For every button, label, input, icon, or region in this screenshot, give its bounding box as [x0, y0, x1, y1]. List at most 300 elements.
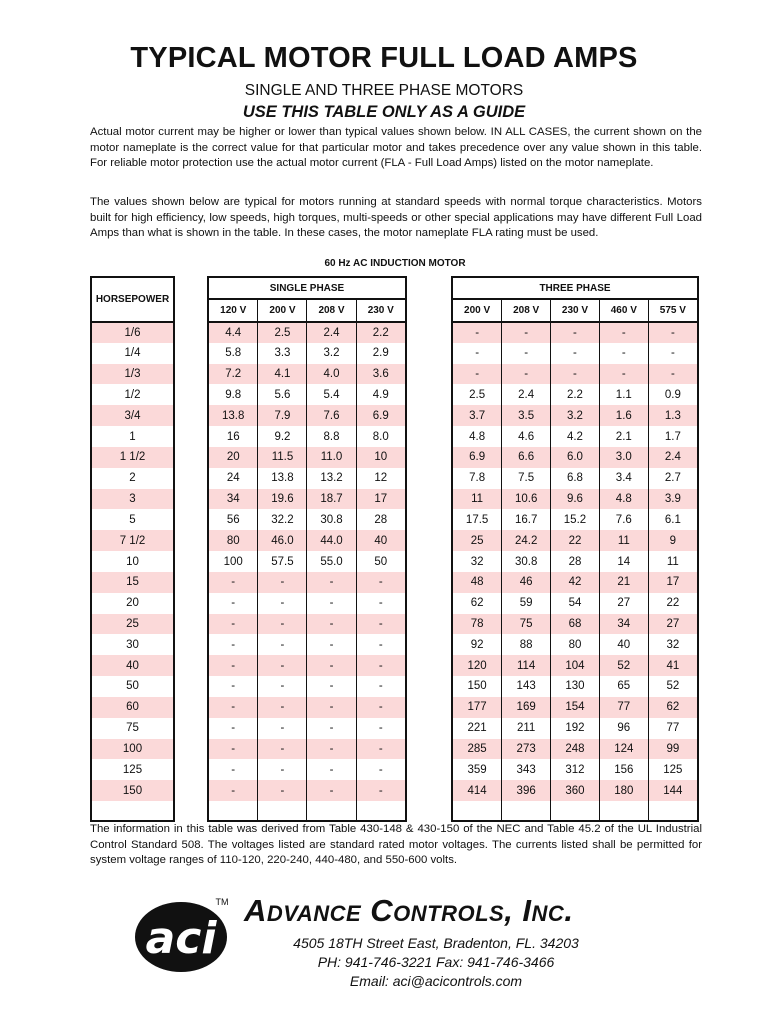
single-phase-cell: - [258, 697, 307, 718]
three-phase-cell: 27 [599, 593, 648, 614]
table-row [452, 364, 698, 385]
single-phase-cell: - [258, 780, 307, 801]
table-row [91, 572, 174, 593]
table-row [208, 655, 406, 676]
single-phase-header: SINGLE PHASE [208, 277, 406, 299]
three-phase-cell: 221 [452, 718, 502, 739]
horsepower-cell: 5 [91, 509, 174, 530]
three-phase-cell: 7.6 [599, 509, 648, 530]
three-phase-cell: 52 [648, 676, 698, 697]
single-phase-cell: - [258, 655, 307, 676]
three-phase-cell: 92 [452, 634, 502, 655]
single-phase-cell: - [258, 676, 307, 697]
blank-cell [599, 801, 648, 821]
single-phase-cell: 2.2 [356, 322, 406, 343]
three-phase-cell: 32 [452, 551, 502, 572]
single-phase-cell: - [307, 759, 356, 780]
horsepower-cell: 125 [91, 759, 174, 780]
table-row [91, 697, 174, 718]
three-phase-cell: 32 [648, 634, 698, 655]
single-phase-cell: 10 [356, 447, 406, 468]
table-row [91, 364, 174, 385]
single-phase-cell: 9.2 [258, 426, 307, 447]
single-phase-cell: - [356, 718, 406, 739]
table-row [452, 447, 698, 468]
single-phase-cell: - [258, 614, 307, 635]
table-row [91, 676, 174, 697]
table-row [91, 634, 174, 655]
single-phase-cell: - [307, 718, 356, 739]
table-row [91, 530, 174, 551]
table-row [91, 593, 174, 614]
three-phase-cell: 28 [551, 551, 600, 572]
three-phase-cell: 11 [599, 530, 648, 551]
table-row [208, 739, 406, 760]
table-row [452, 676, 698, 697]
three-phase-cell: 1.3 [648, 405, 698, 426]
table-row [208, 530, 406, 551]
three-phase-cell: 25 [452, 530, 502, 551]
single-phase-cell: 7.2 [208, 364, 258, 385]
single-phase-cell: 17 [356, 489, 406, 510]
three-phase-cell: 6.9 [452, 447, 502, 468]
three-phase-cell: - [551, 322, 600, 343]
three-phase-cell: 99 [648, 739, 698, 760]
single-phase-cell: 7.6 [307, 405, 356, 426]
table-row [208, 447, 406, 468]
three-phase-cell: 54 [551, 593, 600, 614]
blank-cell [307, 801, 356, 821]
three-phase-header: THREE PHASE [452, 277, 698, 299]
blank-cell [502, 801, 551, 821]
three-phase-cell: 125 [648, 759, 698, 780]
three-phase-cell: 24.2 [502, 530, 551, 551]
single-phase-cell: 100 [208, 551, 258, 572]
three-phase-cell: 6.6 [502, 447, 551, 468]
three-phase-cell: 0.9 [648, 384, 698, 405]
table-row [208, 614, 406, 635]
single-phase-cell: 3.2 [307, 343, 356, 364]
three-phase-cell: 312 [551, 759, 600, 780]
blank-cell [208, 801, 258, 821]
source-footnote: The information in this table was derived from Table 430-148 & 430-150 of the NEC and Table 45.2 of the UL Industrial Control Standard 508. The voltages listed are standard rated motor voltages. The currents listed shall be permitted for system voltage ranges of 110-120, 220-240, 440-480, and 550-600 volts. [90, 823, 702, 867]
blank-cell [91, 801, 174, 821]
table-row [208, 697, 406, 718]
single-phase-cell: - [258, 718, 307, 739]
table-row [452, 614, 698, 635]
three-phase-cell: 40 [599, 634, 648, 655]
single-phase-cell: 34 [208, 489, 258, 510]
three-phase-cell: 3.0 [599, 447, 648, 468]
three-phase-cell: 22 [648, 593, 698, 614]
horsepower-cell: 1/6 [91, 322, 174, 343]
three-phase-cell: 42 [551, 572, 600, 593]
single-phase-voltage-header: 208 V [307, 299, 356, 322]
table-row [452, 697, 698, 718]
three-phase-cell: 65 [599, 676, 648, 697]
table-row [452, 343, 698, 364]
single-phase-cell: 80 [208, 530, 258, 551]
table-row [208, 593, 406, 614]
single-phase-cell: 16 [208, 426, 258, 447]
single-phase-voltage-header: 230 V [356, 299, 406, 322]
table-row [208, 322, 406, 343]
three-phase-cell: 7.8 [452, 468, 502, 489]
single-phase-cell: 13.8 [208, 405, 258, 426]
single-phase-cell: 56 [208, 509, 258, 530]
three-phase-cell: 3.9 [648, 489, 698, 510]
company-name: Advance Controls, Inc. [244, 893, 574, 928]
three-phase-cell: 80 [551, 634, 600, 655]
three-phase-cell: 78 [452, 614, 502, 635]
three-phase-cell: 27 [648, 614, 698, 635]
single-phase-cell: 55.0 [307, 551, 356, 572]
three-phase-cell: 3.5 [502, 405, 551, 426]
table-row [452, 634, 698, 655]
single-phase-cell: - [307, 634, 356, 655]
page-title: TYPICAL MOTOR FULL LOAD AMPS [130, 42, 638, 74]
single-phase-cell: - [208, 739, 258, 760]
three-phase-voltage-header: 200 V [452, 299, 502, 322]
table-row [208, 572, 406, 593]
three-phase-cell: 30.8 [502, 551, 551, 572]
three-phase-cell: 3.4 [599, 468, 648, 489]
table-row [452, 509, 698, 530]
table-row [91, 322, 174, 343]
three-phase-cell: 88 [502, 634, 551, 655]
single-phase-cell: - [356, 572, 406, 593]
blank-cell [258, 801, 307, 821]
table-row [208, 676, 406, 697]
single-phase-cell: - [208, 593, 258, 614]
table-row [452, 322, 698, 343]
single-phase-cell: 4.0 [307, 364, 356, 385]
single-phase-cell: - [356, 697, 406, 718]
three-phase-cell: 9 [648, 530, 698, 551]
horsepower-cell: 1/2 [91, 384, 174, 405]
three-phase-cell: - [452, 322, 502, 343]
svg-text:aci: aci [145, 913, 217, 964]
single-phase-cell: - [208, 676, 258, 697]
three-phase-cell: 59 [502, 593, 551, 614]
single-phase-cell: 13.8 [258, 468, 307, 489]
single-phase-cell: 44.0 [307, 530, 356, 551]
table-row [208, 426, 406, 447]
horsepower-cell: 1 1/2 [91, 447, 174, 468]
single-phase-cell: 20 [208, 447, 258, 468]
single-phase-cell: - [356, 634, 406, 655]
single-phase-cell: - [356, 780, 406, 801]
three-phase-cell: 11 [452, 489, 502, 510]
three-phase-voltage-header: 460 V [599, 299, 648, 322]
three-phase-cell: 10.6 [502, 489, 551, 510]
single-phase-cell: 5.8 [208, 343, 258, 364]
three-phase-cell: 22 [551, 530, 600, 551]
table-row [452, 718, 698, 739]
table-row [452, 551, 698, 572]
table-row [208, 364, 406, 385]
table-row [91, 489, 174, 510]
three-phase-cell: - [551, 343, 600, 364]
horsepower-cell: 40 [91, 655, 174, 676]
three-phase-cell: 9.6 [551, 489, 600, 510]
single-phase-cell: 50 [356, 551, 406, 572]
three-phase-cell: 1.1 [599, 384, 648, 405]
three-phase-cell: 15.2 [551, 509, 600, 530]
single-phase-cell: - [356, 614, 406, 635]
three-phase-cell: 130 [551, 676, 600, 697]
three-phase-cell: 177 [452, 697, 502, 718]
blank-cell [356, 801, 406, 821]
single-phase-table [207, 276, 407, 822]
three-phase-cell: 21 [599, 572, 648, 593]
single-phase-cell: 46.0 [258, 530, 307, 551]
single-phase-cell: 57.5 [258, 551, 307, 572]
three-phase-cell: - [452, 364, 502, 385]
table-row [91, 614, 174, 635]
three-phase-cell: 6.1 [648, 509, 698, 530]
single-phase-cell: - [208, 718, 258, 739]
three-phase-cell: 211 [502, 718, 551, 739]
three-phase-cell: 2.2 [551, 384, 600, 405]
table-row [91, 405, 174, 426]
three-phase-cell: 7.5 [502, 468, 551, 489]
single-phase-cell: - [356, 676, 406, 697]
table-row [91, 384, 174, 405]
horsepower-cell: 1/3 [91, 364, 174, 385]
three-phase-cell: 16.7 [502, 509, 551, 530]
three-phase-cell: 11 [648, 551, 698, 572]
single-phase-cell: - [356, 739, 406, 760]
three-phase-cell: 1.6 [599, 405, 648, 426]
three-phase-cell: - [551, 364, 600, 385]
table-row [208, 780, 406, 801]
single-phase-cell: 11.0 [307, 447, 356, 468]
single-phase-cell: 2.9 [356, 343, 406, 364]
single-phase-cell: 2.4 [307, 322, 356, 343]
single-phase-cell: - [208, 780, 258, 801]
blank-cell [551, 801, 600, 821]
three-phase-cell: 17 [648, 572, 698, 593]
single-phase-cell: 19.6 [258, 489, 307, 510]
three-phase-cell: 343 [502, 759, 551, 780]
three-phase-cell: 68 [551, 614, 600, 635]
three-phase-cell: 114 [502, 655, 551, 676]
single-phase-cell: - [258, 593, 307, 614]
three-phase-cell: 62 [648, 697, 698, 718]
table-row [208, 509, 406, 530]
three-phase-cell: 77 [648, 718, 698, 739]
three-phase-cell: - [599, 322, 648, 343]
three-phase-cell: - [648, 364, 698, 385]
horsepower-cell: 7 1/2 [91, 530, 174, 551]
single-phase-cell: - [208, 759, 258, 780]
horsepower-cell: 3/4 [91, 405, 174, 426]
single-phase-cell: - [307, 593, 356, 614]
three-phase-cell: 1.7 [648, 426, 698, 447]
three-phase-cell: 169 [502, 697, 551, 718]
table-row [452, 384, 698, 405]
typical-values-paragraph: The values shown below are typical for motors running at standard speeds with normal torque characteristics. Motors built for high efficiency, low speeds, high torques, multi-speeds or other special applications may have different Full Load Amps than what is shown in the table. In these cases, the motor nameplate FLA rating must be used. [90, 196, 702, 240]
single-phase-cell: 4.1 [258, 364, 307, 385]
three-phase-cell: 360 [551, 780, 600, 801]
single-phase-cell: 4.9 [356, 384, 406, 405]
three-phase-cell: 75 [502, 614, 551, 635]
single-phase-cell: - [208, 572, 258, 593]
table-row [208, 343, 406, 364]
table-row [452, 489, 698, 510]
three-phase-cell: 34 [599, 614, 648, 635]
table-row [91, 343, 174, 364]
table-row [452, 593, 698, 614]
table-row [91, 780, 174, 801]
horsepower-cell: 50 [91, 676, 174, 697]
three-phase-cell: 396 [502, 780, 551, 801]
table-row [208, 759, 406, 780]
single-phase-cell: 18.7 [307, 489, 356, 510]
horsepower-cell: 1 [91, 426, 174, 447]
single-phase-cell: 13.2 [307, 468, 356, 489]
single-phase-cell: 3.3 [258, 343, 307, 364]
three-phase-cell: 359 [452, 759, 502, 780]
single-phase-cell: 3.6 [356, 364, 406, 385]
three-phase-cell: 17.5 [452, 509, 502, 530]
three-phase-cell: - [648, 322, 698, 343]
three-phase-voltage-header: 208 V [502, 299, 551, 322]
three-phase-cell: 248 [551, 739, 600, 760]
three-phase-cell: - [599, 364, 648, 385]
three-phase-cell: - [599, 343, 648, 364]
three-phase-cell: 150 [452, 676, 502, 697]
single-phase-cell: - [356, 593, 406, 614]
three-phase-cell: 180 [599, 780, 648, 801]
horsepower-cell: 30 [91, 634, 174, 655]
horsepower-cell: 1/4 [91, 343, 174, 364]
three-phase-cell: 2.1 [599, 426, 648, 447]
single-phase-cell: - [307, 655, 356, 676]
three-phase-cell: 156 [599, 759, 648, 780]
three-phase-cell: 2.7 [648, 468, 698, 489]
table-row [208, 634, 406, 655]
three-phase-cell: 52 [599, 655, 648, 676]
horsepower-cell: 25 [91, 614, 174, 635]
single-phase-cell: - [356, 655, 406, 676]
horsepower-cell: 75 [91, 718, 174, 739]
single-phase-cell: - [258, 739, 307, 760]
table-row [91, 447, 174, 468]
single-phase-cell: - [307, 780, 356, 801]
three-phase-cell: 3.2 [551, 405, 600, 426]
three-phase-cell: - [452, 343, 502, 364]
table-row [452, 405, 698, 426]
single-phase-voltage-header: 120 V [208, 299, 258, 322]
table-row [91, 468, 174, 489]
table-row [208, 718, 406, 739]
table-row [91, 426, 174, 447]
single-phase-cell: 6.9 [356, 405, 406, 426]
horsepower-cell: 3 [91, 489, 174, 510]
single-phase-cell: - [208, 655, 258, 676]
three-phase-cell: 124 [599, 739, 648, 760]
three-phase-cell: 77 [599, 697, 648, 718]
three-phase-cell: 3.7 [452, 405, 502, 426]
blank-row [91, 801, 174, 821]
three-phase-cell: 414 [452, 780, 502, 801]
table-row [91, 509, 174, 530]
intro-paragraph: Actual motor current may be higher or lower than typical values shown below. IN ALL CASES, the current shown on the motor nameplate is the correct value for that particular motor and takes precedence over any value shown in this table. For reliable motor protection use the actual motor current (FLA - Full Load Amps) listed on the motor nameplate. [90, 126, 702, 170]
table-row [452, 780, 698, 801]
table-row [452, 426, 698, 447]
horsepower-cell: 15 [91, 572, 174, 593]
single-phase-cell: - [307, 739, 356, 760]
single-phase-cell: - [258, 634, 307, 655]
three-phase-voltage-header: 230 V [551, 299, 600, 322]
page-subtitle: SINGLE AND THREE PHASE MOTORS [244, 82, 524, 99]
three-phase-cell: 4.2 [551, 426, 600, 447]
table-row [452, 572, 698, 593]
table-row [208, 384, 406, 405]
horsepower-cell: 60 [91, 697, 174, 718]
single-phase-cell: 7.9 [258, 405, 307, 426]
three-phase-cell: 2.4 [502, 384, 551, 405]
three-phase-table [451, 276, 699, 822]
single-phase-cell: 28 [356, 509, 406, 530]
table-row [452, 759, 698, 780]
three-phase-cell: 2.4 [648, 447, 698, 468]
motor-type-label: 60 Hz AC INDUCTION MOTOR [324, 258, 466, 269]
three-phase-cell: - [648, 343, 698, 364]
single-phase-cell: - [307, 676, 356, 697]
table-row [91, 759, 174, 780]
single-phase-cell: 40 [356, 530, 406, 551]
three-phase-cell: 192 [551, 718, 600, 739]
single-phase-cell: - [307, 697, 356, 718]
three-phase-cell: 154 [551, 697, 600, 718]
table-row [91, 718, 174, 739]
single-phase-cell: - [356, 759, 406, 780]
three-phase-cell: - [502, 364, 551, 385]
three-phase-cell: 273 [502, 739, 551, 760]
table-row [452, 468, 698, 489]
three-phase-cell: 41 [648, 655, 698, 676]
table-row [208, 468, 406, 489]
three-phase-cell: 285 [452, 739, 502, 760]
single-phase-cell: 5.6 [258, 384, 307, 405]
three-phase-cell: 4.6 [502, 426, 551, 447]
single-phase-cell: - [307, 572, 356, 593]
single-phase-cell: - [208, 697, 258, 718]
three-phase-cell: 4.8 [452, 426, 502, 447]
horsepower-cell: 10 [91, 551, 174, 572]
table-row [208, 405, 406, 426]
three-phase-cell: - [502, 343, 551, 364]
aci-logo [134, 895, 230, 973]
blank-cell [648, 801, 698, 821]
single-phase-cell: 5.4 [307, 384, 356, 405]
company-email[interactable]: Email: aci@acicontrols.com [349, 973, 523, 989]
single-phase-cell: - [307, 614, 356, 635]
table-row [91, 551, 174, 572]
three-phase-cell: 46 [502, 572, 551, 593]
single-phase-voltage-header: 200 V [258, 299, 307, 322]
single-phase-cell: 9.8 [208, 384, 258, 405]
horsepower-cell: 150 [91, 780, 174, 801]
three-phase-voltage-header: 575 V [648, 299, 698, 322]
single-phase-cell: 12 [356, 468, 406, 489]
company-address: 4505 18TH Street East, Bradenton, FL. 34203 [293, 935, 579, 951]
three-phase-cell: - [502, 322, 551, 343]
table-row [91, 739, 174, 760]
